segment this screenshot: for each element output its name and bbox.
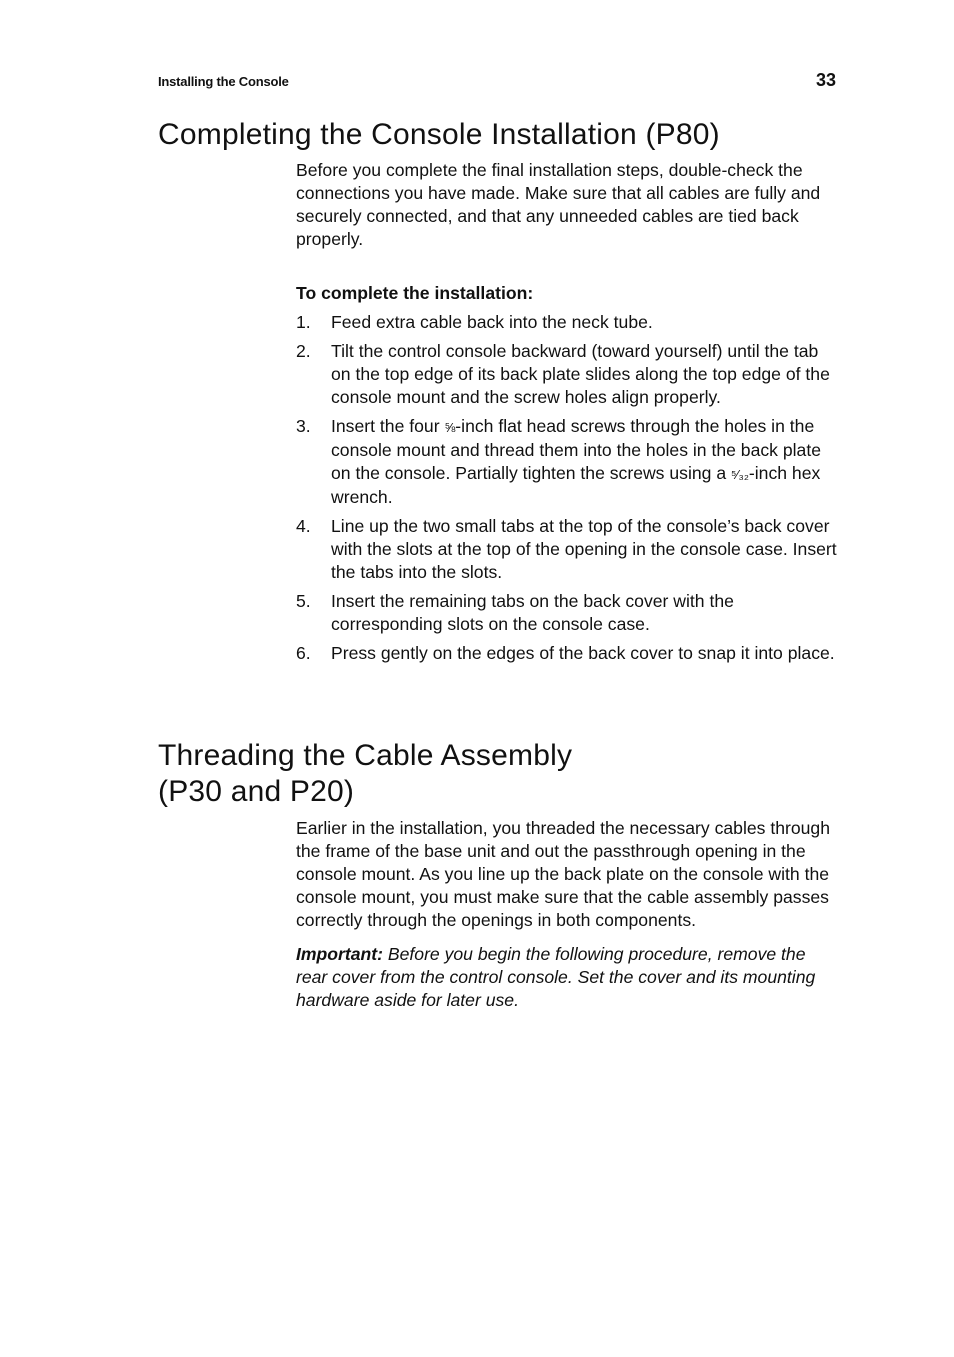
step-number: 3. [296,416,311,436]
step-number: 4. [296,516,311,536]
step-text: Line up the two small tabs at the top of the console’s back cover with the slots at the top of the opening in the console case. Insert the tabs into the slots. [331,516,837,582]
heading-line: (P30 and P20) [158,775,355,808]
step-text-part: -inch hex wrench. [331,463,821,507]
body-paragraph: Earlier in the installation, you threaded the necessary cables through the frame of the base unit and out the passthrough opening in the console mount. As you line up the back plate on the console with the console mount, you must make sure that the cable assembly passes correctly through the openings in both components. [296,818,830,930]
list-item [296,340,841,409]
step-number: 6. [296,643,311,663]
section-completing-body [296,159,841,671]
step-text: Insert the remaining tabs on the back cover with the corresponding slots on the console case. [331,591,734,634]
list-item [296,590,841,636]
list-item [296,642,841,665]
step-number: 5. [296,591,311,611]
list-item [296,311,841,334]
step-number: 1. [296,312,311,332]
step-text [331,416,821,507]
section-heading-threading [158,738,678,810]
procedure-title: To complete the installation: [296,283,534,303]
important-note [296,943,841,1012]
fraction: ⅝ [444,420,456,435]
step-text: Tilt the control console backward (toward yourself) until the tab on the top edge of its back plate slides along the top edge of the console mount and the screw holes align properly. [331,341,830,407]
step-text: Feed extra cable back into the neck tube. [331,312,653,332]
note-label: Important: [296,944,383,964]
steps-list [296,311,841,665]
fraction: ⁵⁄₃₂ [731,467,749,482]
running-header: Installing the Console [158,74,289,89]
section-threading-body [296,817,841,1012]
intro-paragraph: Before you complete the final installation steps, double-check the connections you have made. Make sure that all cables are fully and securely connected, and that any unneeded cables are tied back properly. [296,160,821,249]
list-item [296,415,841,509]
section-heading-completing: Completing the Console Installation (P80) [158,118,720,151]
page-number: 33 [815,70,836,90]
step-text-part: -inch flat head screws through the holes in the console mount and thread them into the holes in the back plate on the console. Partially tighten the screws using a [331,416,822,483]
heading-line: Threading the Cable Assembly [158,739,573,772]
step-text-part: Insert the four [331,416,445,436]
step-number: 2. [296,341,311,361]
list-item [296,515,841,584]
note-text: Before you begin the following procedure, remove the rear cover from the control console. Set the cover and its mounting hardware aside for later use. [296,944,816,1010]
step-text: Press gently on the edges of the back cover to snap it into place. [331,643,835,663]
